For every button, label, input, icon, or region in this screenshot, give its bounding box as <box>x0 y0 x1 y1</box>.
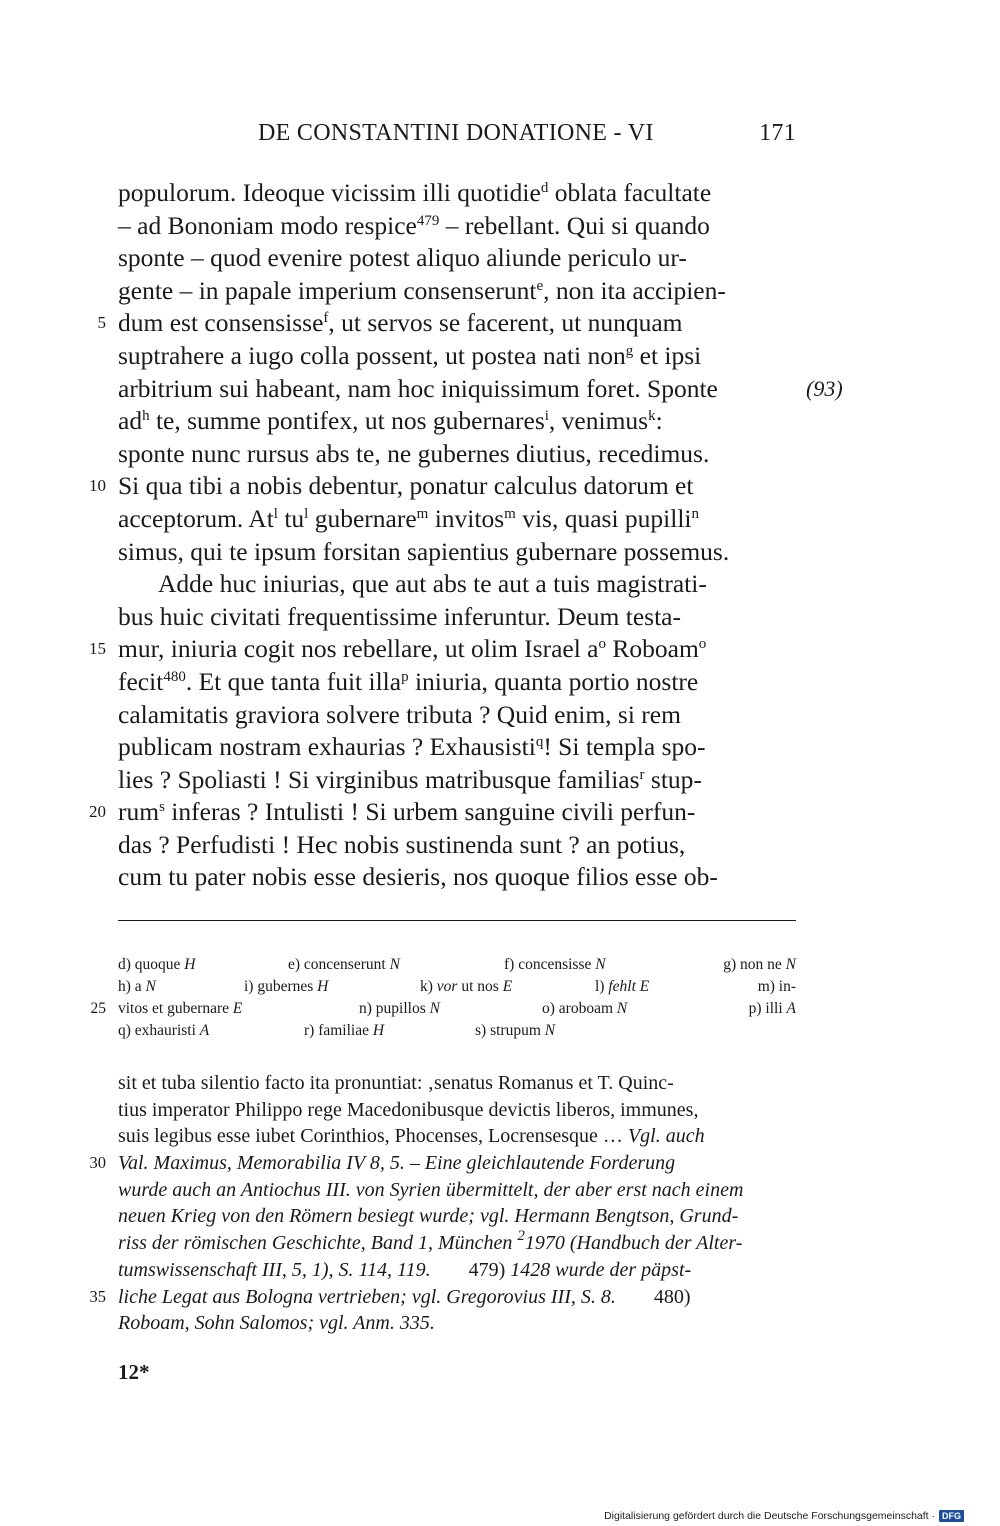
text-line <box>118 405 798 438</box>
text-line <box>118 373 843 406</box>
text-line <box>89 796 798 829</box>
apparatus-entry: o) aroboam N <box>542 1000 628 1017</box>
line-text: arbitrium sui habeant, nam hoc iniquissimum foret. Sponte <box>118 373 718 403</box>
text-line <box>118 536 798 569</box>
line-text: mur, iniuria cogit nos rebellare, ut olim Israel $a^o$ Roboam$^o$ <box>118 634 707 664</box>
line-number: 15 <box>89 639 106 659</box>
line-text: sponte – quod evenire potest aliquo aliunde periculo ur- <box>118 243 687 273</box>
apparatus-entry: k) vor ut nos E <box>420 978 513 995</box>
commentary-line <box>89 1284 798 1311</box>
line-text: das ? Perfudisti ! Hec nobis sustinenda sunt ? an potius, <box>118 829 686 859</box>
commentary-line <box>118 1230 798 1257</box>
commentary-text: sit et tuba silentio facto ita pronuntiat: ‚senatus Romanus et T. Quinc- <box>118 1072 674 1094</box>
digitization-credit <box>604 1510 964 1522</box>
text-line <box>118 177 798 210</box>
commentary-text: suis legibus esse iubet Corinthios, Phocenses, Locrensesque … Vgl. auch <box>118 1125 705 1148</box>
commentary-line <box>118 1123 798 1150</box>
critical-apparatus <box>90 954 796 1042</box>
apparatus-row <box>118 1020 796 1042</box>
text-line <box>118 438 798 471</box>
line-text: bus huic civitati frequentissime inferuntur. Deum testa- <box>118 601 681 631</box>
credit-text: Digitalisierung gefördert durch die Deutsche Forschungsgemeinschaft · <box>604 1510 935 1522</box>
line-text: sponte nunc rursus abs te, ne gubernes diutius, recedimus. <box>118 438 710 468</box>
text-line <box>118 731 798 764</box>
line-text: calamitatis graviora solvere tributa ? Quid enim, si rem <box>118 699 681 729</box>
commentary-text: tumswissenschaft III, 5, 1), S. 114, 119. 479) 1428 wurde der päpst- <box>118 1258 692 1281</box>
commentary-text: liche Legat aus Bologna vertrieben; vgl. Gregorovius III, S. 8. 480) <box>118 1285 691 1308</box>
line-number: 5 <box>97 313 106 333</box>
apparatus-entry: d) quoque H <box>118 956 196 973</box>
main-text <box>89 177 843 894</box>
commentary-text: Val. Maximus, Memorabilia IV 8, 5. – Eine gleichlautende Forderung <box>118 1152 676 1175</box>
apparatus-entry: s) strupum N <box>475 1022 556 1039</box>
commentary-line <box>118 1177 798 1204</box>
line-text: – ad Bononiam modo respice$^{479}$ – rebellant. Qui si quando <box>118 210 710 240</box>
line-text: publicam nostram exhaurias ? Exhausisti$^q$! Si templa spo- <box>118 732 706 762</box>
text-line <box>118 503 798 536</box>
page-number: 171 <box>759 120 796 146</box>
commentary-line <box>118 1097 798 1124</box>
apparatus-entry: i) gubernes H <box>244 978 329 995</box>
footnote-divider <box>118 920 796 921</box>
text-line <box>118 275 798 308</box>
text-line <box>97 307 798 340</box>
text-line <box>118 829 798 862</box>
line-text: cum tu pater nobis esse desieris, nos quoque filios esse ob- <box>118 862 718 892</box>
line-text: $ad^h$ te, summe pontifex, ut nos gubernares$^i$, venimus$^k$: <box>118 406 663 436</box>
line-text: lies ? Spoliasti ! Si virginibus matribusque familias$^r$ stup- <box>118 764 702 794</box>
margin-reference: (93) <box>806 375 843 401</box>
text-line <box>118 699 798 732</box>
commentary-text: riss der römischen Geschichte, Band 1, München $^2$1970 (Handbuch der Alter- <box>118 1228 743 1255</box>
text-line <box>118 340 798 373</box>
apparatus-entry: e) concenserunt N <box>288 956 400 973</box>
line-number: 35 <box>89 1286 106 1306</box>
apparatus-row <box>90 998 796 1020</box>
apparatus-entry: vitos et gubernare E <box>118 1000 243 1017</box>
line-text: Adde huc iniurias, que aut abs te aut a tuis magistrati- <box>158 569 707 599</box>
text-line <box>118 242 798 275</box>
line-number: 30 <box>89 1153 106 1173</box>
apparatus-entry: q) exhauristi A <box>118 1022 210 1039</box>
apparatus-entry: m) in- <box>757 978 796 995</box>
commentary-text: Roboam, Sohn Salomos; vgl. Anm. 335. <box>118 1312 435 1335</box>
commentary-text: wurde auch an Antiochus III. von Syrien übermittelt, der aber erst nach einem <box>118 1178 744 1201</box>
line-text: dum est consensisse$^f$, ut servos se facerent, ut nunquam <box>118 308 683 338</box>
line-text: rum$^s$ inferas ? Intulisti ! Si urbem sanguine civili perfun- <box>118 797 696 827</box>
apparatus-entry: n) pupillos N <box>359 1000 440 1017</box>
commentary-text: tius imperator Philippo rege Macedonibusque devictis liberos, immunes, <box>118 1098 699 1121</box>
line-text: gente – in papale imperium consenserunt$^e$, non ita accipien- <box>118 275 726 305</box>
text-line <box>118 666 798 699</box>
commentary-line <box>118 1310 798 1337</box>
apparatus-entry: r) familiae H <box>304 1022 385 1039</box>
commentary-line <box>89 1150 798 1177</box>
line-text: Si qua tibi a nobis debentur, ponatur calculus datorum et <box>118 471 694 501</box>
text-line <box>89 470 798 503</box>
apparatus-entry: g) non ne N <box>723 956 796 973</box>
commentary-line <box>118 1070 798 1097</box>
commentary-notes <box>89 1070 798 1337</box>
text-line <box>118 210 798 243</box>
commentary-line <box>118 1257 798 1284</box>
line-text: acceptorum. At$^l$ $tu^l$ gubernare$^m$ invitos$^m$ vis, quasi pupilli$^n$ <box>118 503 700 533</box>
apparatus-row <box>118 954 796 976</box>
line-text: simus, qui te ipsum forsitan sapientius gubernare possemus. <box>118 536 730 566</box>
signature-mark: 12* <box>118 1360 150 1384</box>
apparatus-entry: l) fehlt E <box>595 978 650 995</box>
line-number: 20 <box>89 802 106 822</box>
apparatus-row <box>118 976 796 998</box>
commentary-line <box>118 1203 798 1230</box>
line-number: 10 <box>89 476 106 496</box>
text-line <box>89 633 798 666</box>
dfg-logo-icon: DFG <box>939 1510 964 1522</box>
apparatus-entry: p) illi A <box>748 1000 796 1017</box>
apparatus-entry: h) a N <box>118 978 156 995</box>
line-text: fecit$^{480}$. Et que tanta fuit illa$^p$ iniuria, quanta portio nostre <box>118 666 699 696</box>
commentary-text: neuen Krieg von den Römern besiegt wurde; vgl. Hermann Bengtson, Grund- <box>118 1205 739 1228</box>
line-text: populorum. Ideoque vicissim illi quotidie$^d$ oblata facultate <box>118 178 712 207</box>
running-title: DE CONSTANTINI DONATIONE - VI <box>258 120 654 146</box>
text-line <box>118 601 798 634</box>
apparatus-entry: f) concensisse N <box>504 956 606 973</box>
line-number: 25 <box>90 1000 106 1017</box>
text-line <box>118 568 798 601</box>
text-line <box>118 861 798 894</box>
text-line <box>118 764 798 797</box>
line-text: suptrahere a iugo colla possent, ut postea nati non$^g$ et ipsi <box>118 340 702 370</box>
